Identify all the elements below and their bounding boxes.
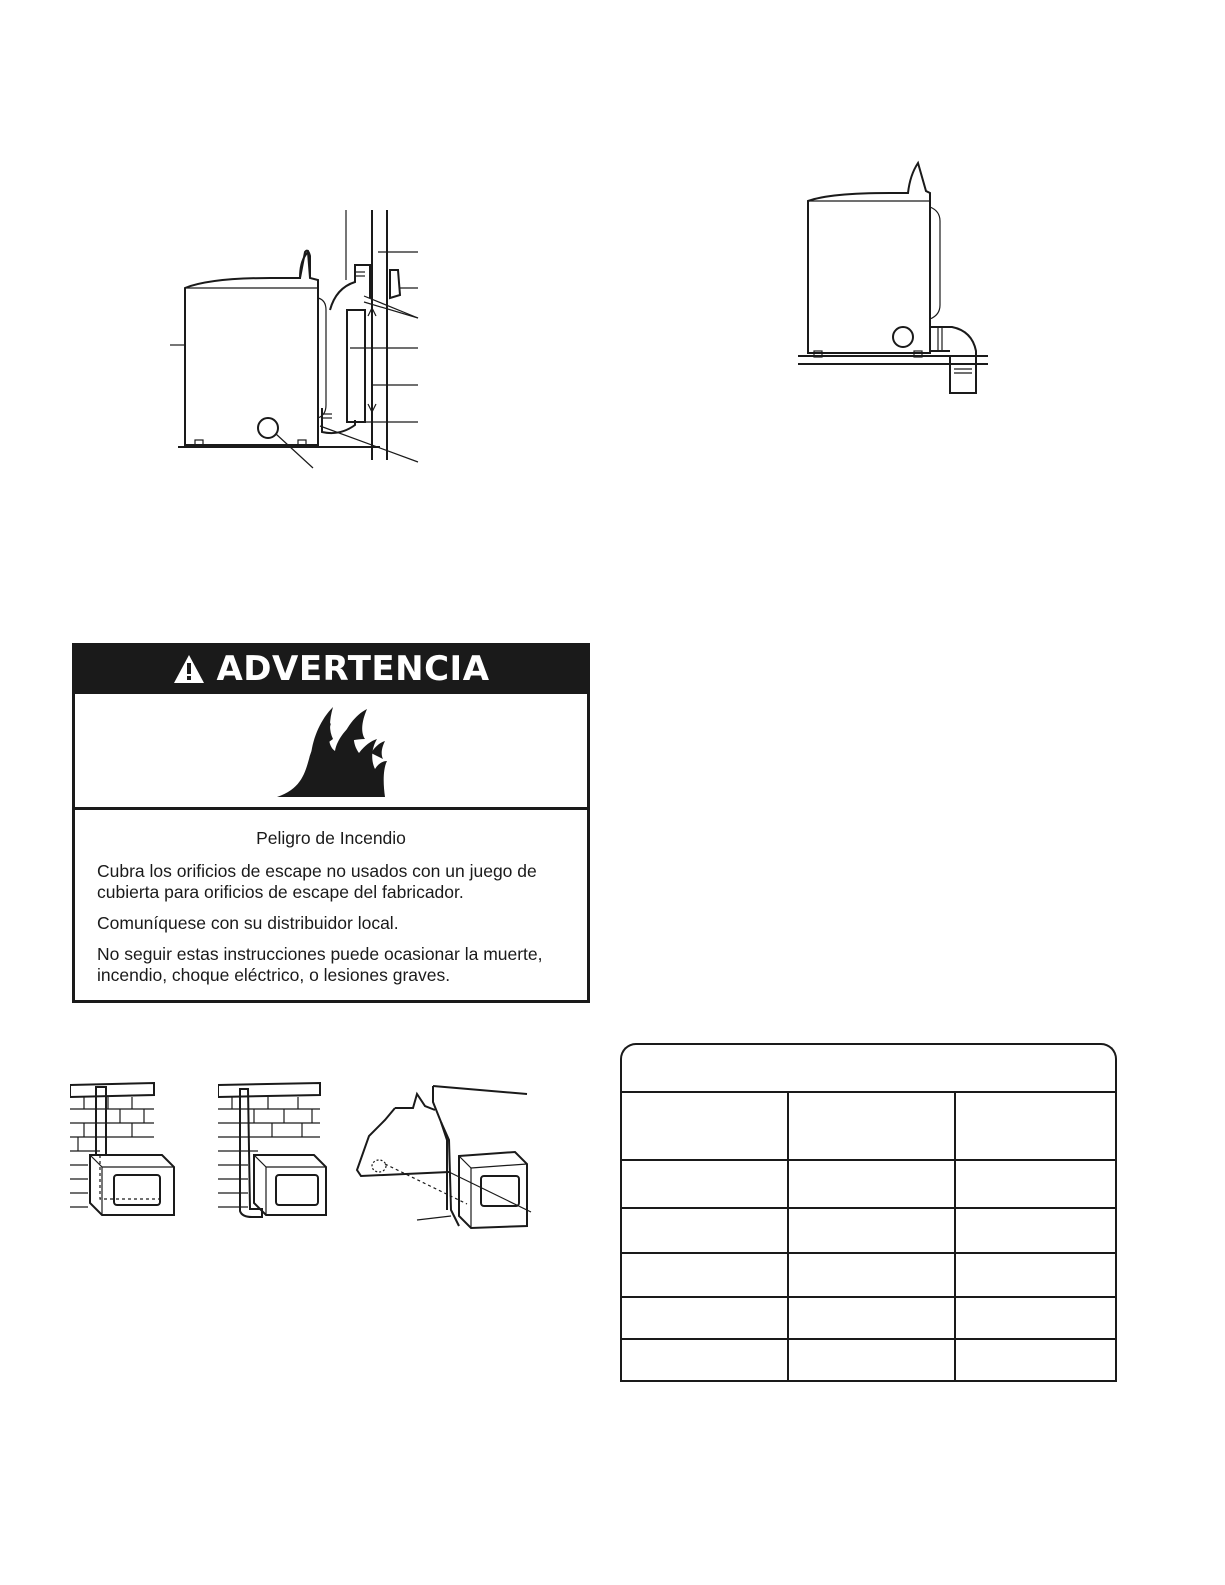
table-header-cell bbox=[788, 1092, 955, 1160]
table-cell bbox=[621, 1253, 788, 1297]
table-cell bbox=[788, 1297, 955, 1339]
warning-title: ADVERTENCIA bbox=[216, 648, 490, 689]
table-row bbox=[621, 1297, 1116, 1339]
warning-triangle-icon bbox=[172, 653, 206, 685]
table-cell bbox=[788, 1160, 955, 1208]
warning-subtitle: Peligro de Incendio bbox=[256, 828, 406, 848]
table-row bbox=[621, 1208, 1116, 1253]
vent-spec-table bbox=[620, 1043, 1117, 1383]
warning-paragraph: No seguir estas instrucciones puede ocasionar la muerte, incendio, choque eléctrico, o lesiones graves. bbox=[97, 944, 543, 985]
table-cell bbox=[955, 1208, 1116, 1253]
table-cell bbox=[621, 1339, 788, 1381]
warning-box bbox=[72, 643, 590, 1003]
table-cell bbox=[955, 1253, 1116, 1297]
table-cell bbox=[788, 1208, 955, 1253]
table-header-row bbox=[621, 1092, 1116, 1160]
table-grid bbox=[620, 1091, 1117, 1382]
table-title-bar bbox=[620, 1043, 1117, 1091]
table-cell bbox=[621, 1160, 788, 1208]
table-cell bbox=[955, 1160, 1116, 1208]
dryer-periscope-diagram bbox=[150, 200, 440, 480]
fire-symbol-panel bbox=[75, 691, 587, 810]
table-cell bbox=[955, 1297, 1116, 1339]
table-row bbox=[621, 1339, 1116, 1381]
install-side-wall-illustration bbox=[218, 1075, 328, 1220]
table-cell bbox=[788, 1253, 955, 1297]
table-row bbox=[621, 1160, 1116, 1208]
table-row bbox=[621, 1253, 1116, 1297]
table-cell bbox=[955, 1339, 1116, 1381]
install-rear-wall-illustration bbox=[355, 1080, 535, 1230]
fire-hazard-icon bbox=[271, 703, 391, 799]
dryer-floor-vent-diagram bbox=[790, 155, 1000, 400]
table-cell bbox=[788, 1339, 955, 1381]
warning-paragraph: Cubra los orificios de escape no usados con un juego de cubierta para orificios de escape del fabricador. bbox=[97, 861, 537, 902]
warning-header bbox=[75, 646, 587, 691]
warning-paragraph: Comuníquese con su distribuidor local. bbox=[97, 913, 399, 933]
table-header-cell bbox=[621, 1092, 788, 1160]
table-header-cell bbox=[955, 1092, 1116, 1160]
table-cell bbox=[621, 1297, 788, 1339]
install-through-roof-illustration bbox=[70, 1075, 180, 1220]
table-cell bbox=[621, 1208, 788, 1253]
